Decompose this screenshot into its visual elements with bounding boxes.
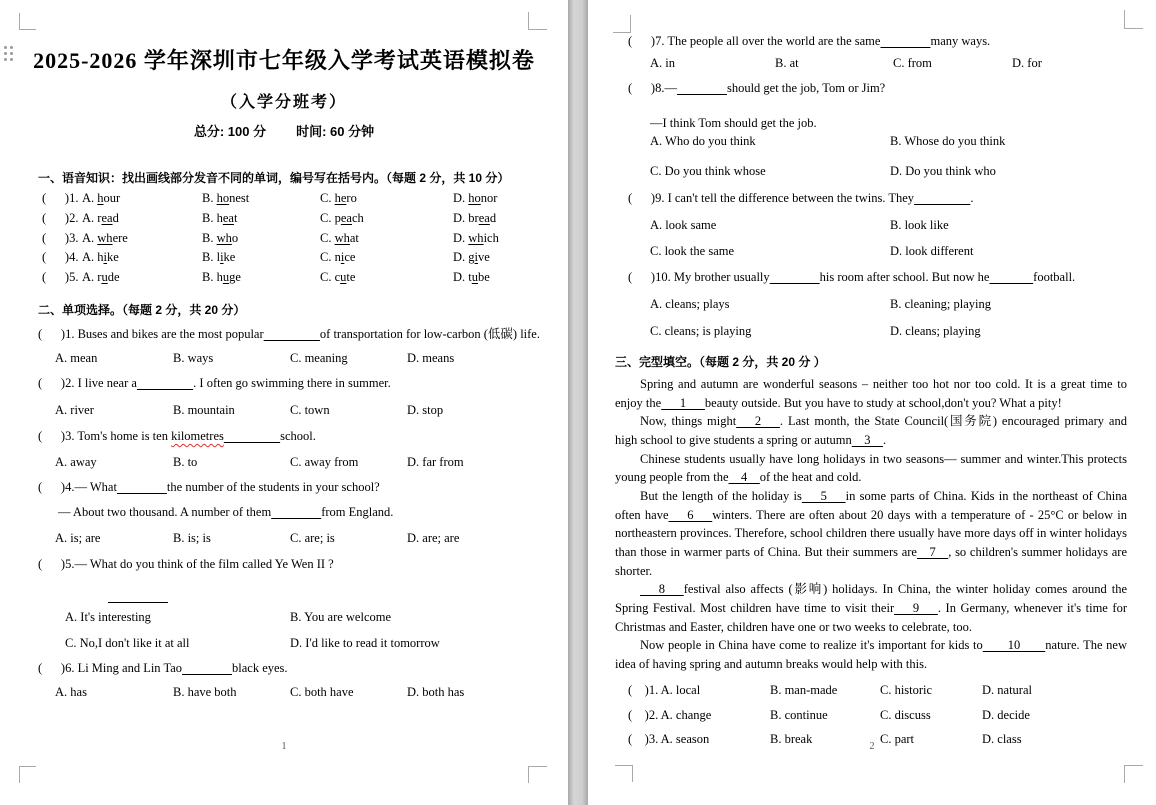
options-row [650, 164, 1148, 179]
option-a: A. look same [650, 218, 717, 232]
options-row [650, 244, 1148, 259]
option-b: B. You are welcome [290, 610, 392, 624]
q1-label: ( )1. [42, 191, 79, 205]
section3-header: 三、完型填空。（每题 2 分，共 20 分 ） [615, 355, 826, 369]
question-stem-line2: — About two thousand. A number of them from England. [58, 505, 394, 519]
cloze-paragraph: Now, things might 2 . Last month, the State Council(国务院) encouraged primary and high school to give students a spring or autumn 3 . [615, 414, 1127, 447]
option-a: A. cleans; plays [650, 297, 730, 311]
options-row [55, 531, 560, 546]
option-d: D. both has [407, 685, 465, 699]
q4-option-a: A. hike [82, 250, 119, 265]
section1-header: 一、语音知识：找出画线部分发音不同的单词，编号写在括号内。（每题 2 分，共 10 分） [38, 171, 510, 185]
cloze-q2-option-b: B. continue [770, 708, 828, 722]
cloze-options-row [628, 683, 1148, 698]
option-c: C. away from [290, 455, 359, 469]
question-stem: ( )4.— What the number of the students in your school? [38, 480, 380, 494]
option-b: B. cleaning; playing [890, 297, 992, 311]
option-b: B. mountain [173, 403, 235, 417]
option-d: D. means [407, 351, 455, 365]
question-stem: ( )1. Buses and bikes are the most popular of transportation for low-carbon (低碳) life. [38, 327, 540, 341]
option-c: C. look the same [650, 244, 735, 258]
q5-option-c: C. cute [320, 270, 356, 285]
q1-option-a: A. hour [82, 191, 121, 205]
option-d: D. for [1012, 56, 1042, 70]
q1-option-c: C. hero [320, 191, 357, 205]
cloze-q2-option-a: ( )2. A. change [628, 708, 712, 722]
q4-option-b: B. like [202, 250, 236, 265]
q3-option-c: C. what [320, 230, 359, 245]
q4-option-c: C. nice [320, 250, 356, 265]
options-row [650, 218, 1148, 233]
q5-option-d: D. tube [453, 270, 490, 285]
options-row [55, 403, 560, 418]
cloze-q3-option-b: B. break [770, 732, 813, 746]
option-d: D. cleans; playing [890, 324, 981, 338]
q1-option-d: D. honor [453, 191, 498, 205]
crop-mark-bottom-left [19, 766, 36, 783]
crop-mark-top-left [613, 15, 631, 33]
cloze-q2-option-d: D. decide [982, 708, 1030, 722]
page-number: 2 [869, 741, 875, 752]
exam-title: 2025-2026 学年深圳市七年级入学考试英语模拟卷 [33, 48, 535, 73]
option-d: D. I'd like to read it tomorrow [290, 636, 440, 650]
question-stem: ( )2. I live near a . I often go swimming there in summer. [38, 376, 391, 390]
option-c: C. No,I don't like it at all [65, 636, 190, 650]
cloze-paragraph: Chinese students usually have long holidays in two seasons— summer and winter.This protects young people from the 4 of the heat and cold. [615, 451, 1127, 485]
option-b: B. at [775, 56, 799, 70]
cloze-q1-option-b: B. man-made [770, 683, 838, 697]
option-b: B. to [173, 455, 198, 469]
option-b: B. have both [173, 685, 237, 699]
option-a: A. mean [55, 351, 98, 365]
q2-option-d: D. bread [453, 210, 497, 225]
option-c: C. cleans; is playing [650, 324, 752, 338]
section2-header: 二、单项选择。（每题 2 分，共 20 分） [38, 303, 246, 317]
options-row [55, 351, 560, 366]
option-d: D. Do you think who [890, 164, 996, 178]
page-number: 1 [281, 741, 287, 752]
cloze-q1-option-a: ( )1. A. local [628, 683, 701, 697]
q4-label: ( )4. [42, 250, 79, 265]
q5-option-b: B. huge [202, 270, 241, 285]
option-a: A. is; are [55, 531, 101, 545]
option-c: C. both have [290, 685, 354, 699]
option-a: A. away [55, 455, 97, 469]
answer-blank-line [108, 602, 168, 603]
q2-option-c: C. peach [320, 210, 364, 225]
q3-option-d: D. which [453, 230, 499, 245]
exam-subtitle: （入学分班考） [220, 94, 347, 111]
q3-option-b: B. who [202, 230, 239, 245]
cloze-q3-option-a: ( )3. A. season [628, 732, 710, 746]
q5-label: ( )5. [42, 270, 79, 285]
document-page-2[interactable] [588, 0, 1156, 805]
crop-mark-top-left [19, 13, 36, 30]
option-b: B. is; is [173, 531, 211, 545]
option-c: C. town [290, 403, 330, 417]
cloze-paragraph: 8 festival also affects (影响) holidays. In China, the winter holiday comes around the Spring Festival. Most children have time to visit their 9 . In Germany, whenever it's time for Christmas and Easter, children have one or two weeks to celebrate, too. [615, 582, 1127, 634]
question-stem: ( )3. Tom's home is ten kilometres school. [38, 429, 316, 443]
option-b: B. Whose do you think [890, 134, 1006, 148]
option-a: A. It's interesting [65, 610, 151, 624]
option-d: D. are; are [407, 531, 460, 545]
total-score-label: 总分: 100 分 [193, 124, 267, 139]
document-page-1[interactable] [0, 0, 568, 805]
crop-mark-bottom-right [1124, 765, 1143, 783]
question-stem: ( )6. Li Ming and Lin Tao black eyes. [38, 661, 288, 675]
q4-option-d: D. give [453, 250, 490, 265]
cloze-q1-option-d: D. natural [982, 683, 1032, 697]
cloze-passage [615, 375, 1127, 674]
crop-mark-bottom-left [615, 765, 633, 782]
cloze-q3-option-c: C. part [880, 732, 915, 746]
option-c: C. Do you think whose [650, 164, 766, 178]
section1-question-table [42, 189, 560, 288]
cloze-paragraph: Now people in China have come to realize it's important for kids to 10 nature. The new idea of having spring and autumn breaks would help with this. [615, 638, 1127, 671]
exam-meta [0, 121, 568, 140]
option-a: A. has [55, 685, 87, 699]
question-stem: ( )8.— should get the job, Tom or Jim? [628, 81, 886, 95]
cloze-q1-option-c: C. historic [880, 683, 933, 697]
option-a: A. Who do you think [650, 134, 756, 148]
option-c: C. from [893, 56, 932, 70]
crop-mark-top-right [1124, 10, 1143, 29]
cloze-q3-option-d: D. class [982, 732, 1022, 746]
options-row [650, 297, 1148, 312]
question-stem: ( )7. The people all over the world are the same many ways. [628, 34, 991, 48]
q2-label: ( )2. [42, 210, 79, 225]
options-row [65, 610, 560, 625]
options-row [650, 324, 1148, 339]
q3-label: ( )3. [42, 230, 79, 245]
question-stem-line2: —I think Tom should get the job. [650, 116, 817, 130]
options-row [650, 56, 1148, 71]
crop-mark-bottom-right [528, 766, 547, 783]
option-c: C. are; is [290, 531, 335, 545]
option-a: A. river [55, 403, 94, 417]
option-c: C. meaning [290, 351, 348, 365]
option-d: D. look different [890, 244, 974, 258]
question-stem: ( )5.— What do you think of the film called Ye Wen II ? [38, 557, 334, 571]
option-b: B. look like [890, 218, 949, 232]
crop-mark-top-right [528, 12, 547, 30]
option-d: D. far from [407, 455, 464, 469]
cloze-options-row [628, 708, 1148, 723]
option-d: D. stop [407, 403, 444, 417]
options-row [65, 636, 560, 651]
q3-option-a: A. where [82, 230, 128, 245]
options-row [55, 685, 560, 700]
question-stem: ( )10. My brother usually his room after school. But now he football. [628, 270, 1076, 284]
cloze-q2-option-c: C. discuss [880, 708, 931, 722]
question-stem: ( )9. I can't tell the difference between the twins. They . [628, 191, 974, 205]
cloze-paragraph: But the length of the holiday is 5 in some parts of China. Kids in the northeast of China often have 6 winters. There are often about 20 days with a temperature of - 25°C or below in northeastern provinces. Therefore, school children there usually have more days off in winter holidays than those in warmer parts of China. But their summers are 7 , so children's summer holidays are shorter. [615, 488, 1127, 578]
time-limit-label: 时间: 60 分钟 [296, 124, 375, 139]
q5-option-a: A. rude [82, 270, 120, 285]
options-row [55, 455, 560, 470]
options-row [650, 134, 1148, 149]
option-b: B. ways [173, 351, 214, 365]
q2-option-a: A. read [82, 210, 119, 225]
q2-option-b: B. heat [202, 210, 238, 225]
page-gap-divider [568, 0, 588, 805]
q1-option-b: B. honest [202, 191, 250, 205]
option-a: A. in [650, 56, 675, 70]
cloze-paragraph: Spring and autumn are wonderful seasons – neither too hot nor too cold. It is a great time to enjoy the 1 beauty outside. But you have to study at school,don't you? What a pity! [615, 377, 1127, 410]
